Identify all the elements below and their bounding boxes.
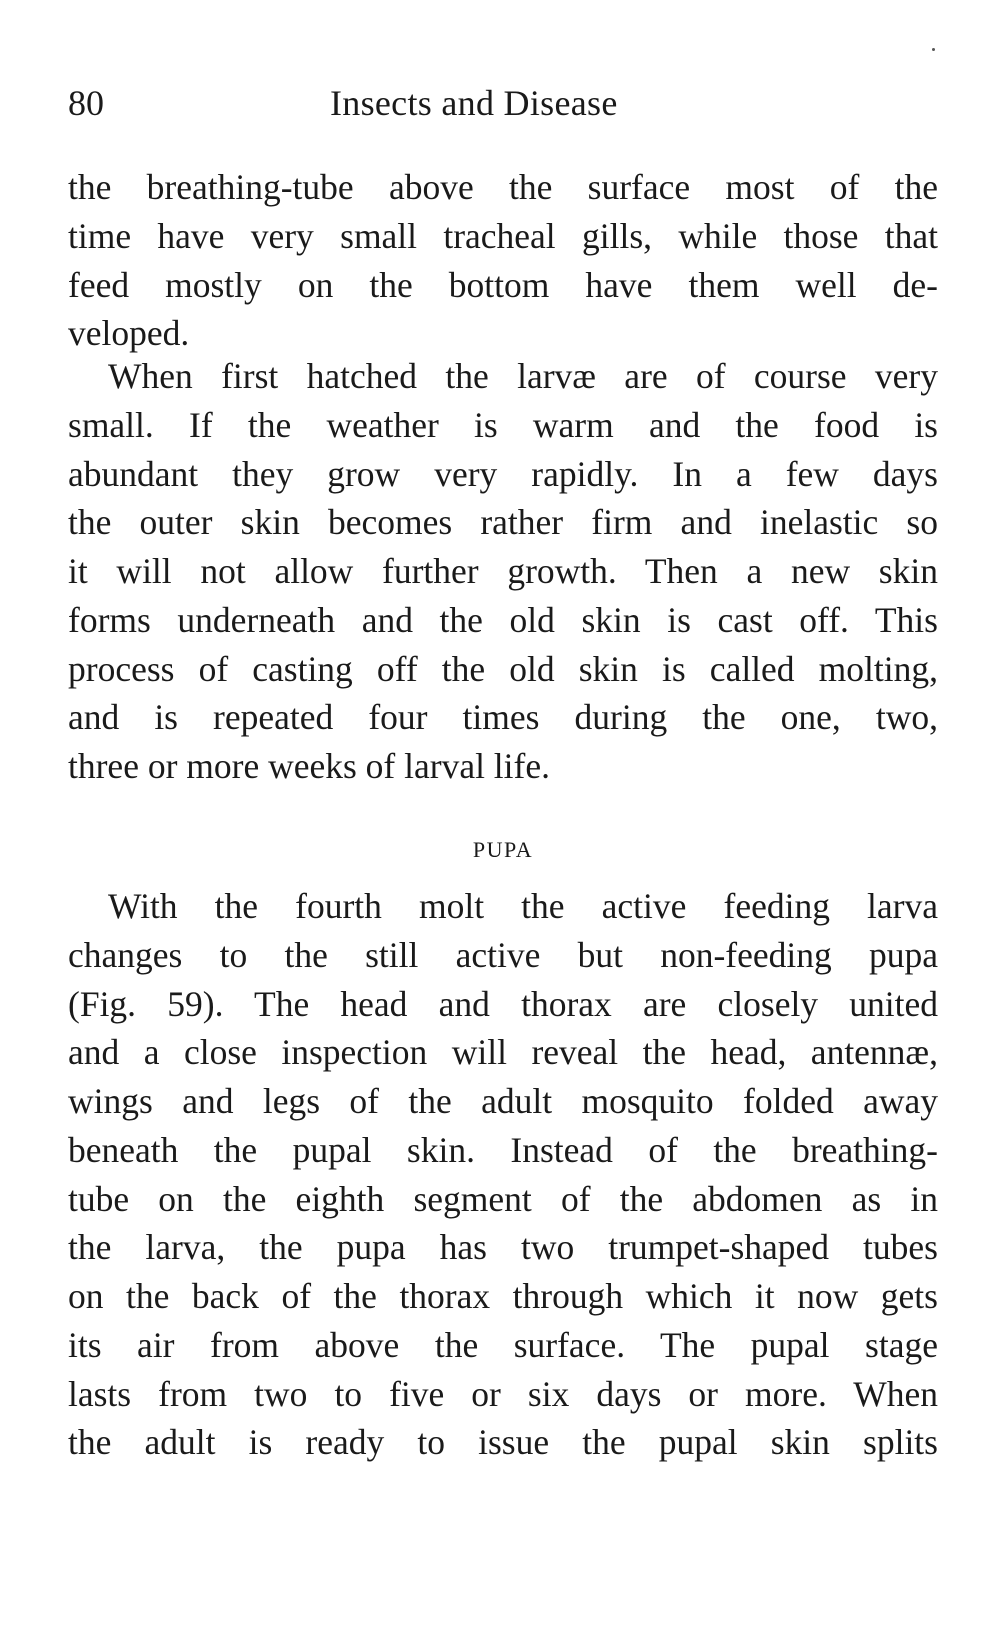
text-line: the adult is ready to issue the pupal skin splits <box>68 1422 938 1463</box>
text-line: beneath the pupal skin. Instead of the breathing- <box>68 1129 938 1170</box>
text-line: changes to the still active but non-feeding pupa <box>68 934 938 975</box>
text-line: and is repeated four times during the one, two, <box>68 697 938 738</box>
running-title: Insects and Disease <box>330 83 618 123</box>
text-line: the larva, the pupa has two trumpet-shaped tubes <box>68 1227 938 1268</box>
text-line: abundant they grow very rapidly. In a few days <box>68 453 938 494</box>
text-line: it will not allow further growth. Then a new skin <box>68 551 938 591</box>
paragraph-3 <box>68 882 938 1467</box>
text-line: When first hatched the larvæ are of course very <box>108 356 938 396</box>
text-line: lasts from two to five or six days or more. When <box>68 1373 938 1414</box>
text-line: veloped. <box>68 313 190 354</box>
paragraph-2 <box>68 352 938 791</box>
text-line: tube on the eighth segment of the abdomen as in <box>68 1178 938 1219</box>
print-speck <box>932 48 935 51</box>
paragraph-1 <box>68 163 938 358</box>
page-number: 80 <box>68 83 104 123</box>
text-line: process of casting off the old skin is called molting, <box>68 648 938 689</box>
text-line: time have very small tracheal gills, while those that <box>68 215 938 256</box>
text-line: three or more weeks of larval life. <box>68 746 550 786</box>
text-line: (Fig. 59). The head and thorax are closely united <box>68 983 938 1024</box>
text-line: and a close inspection will reveal the head, antennæ, <box>68 1032 938 1073</box>
text-line: on the back of the thorax through which it now gets <box>68 1276 938 1316</box>
text-line: wings and legs of the adult mosquito folded away <box>68 1081 938 1121</box>
text-line: the outer skin becomes rather firm and inelastic so <box>68 502 938 543</box>
text-line: the breathing-tube above the surface most of the <box>68 167 938 207</box>
section-heading-pupa: PUPA <box>472 837 534 862</box>
text-line: forms underneath and the old skin is cast off. This <box>68 599 938 640</box>
text-line: small. If the weather is warm and the food is <box>68 404 938 445</box>
text-line: feed mostly on the bottom have them well de- <box>68 264 938 305</box>
running-head <box>68 78 938 128</box>
text-line: its air from above the surface. The pupal stage <box>68 1324 938 1365</box>
text-line: With the fourth molt the active feeding larva <box>108 886 938 926</box>
